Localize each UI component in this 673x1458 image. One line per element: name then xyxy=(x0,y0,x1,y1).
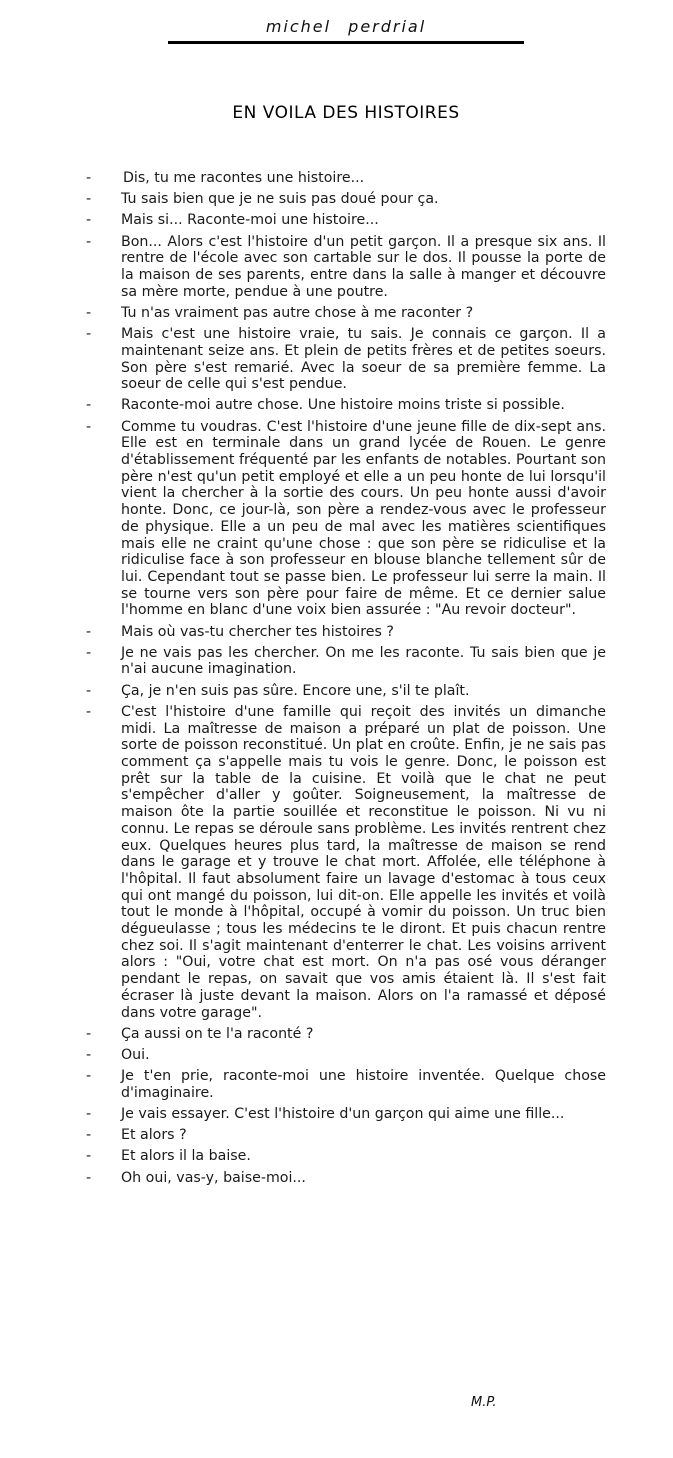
dialogue-line xyxy=(86,1106,606,1123)
dialogue-line xyxy=(86,1026,606,1043)
dialogue-dash: - xyxy=(86,233,92,250)
dialogue-dash: - xyxy=(86,304,92,321)
dialogue-dash: - xyxy=(86,1169,92,1186)
dialogue-line xyxy=(86,419,606,619)
dialogue-line xyxy=(86,683,606,700)
document-title: EN VOILA DES HISTOIRES xyxy=(232,103,460,123)
dialogue-text: Et alors il la baise. xyxy=(121,1148,251,1165)
dialogue-text: Oui. xyxy=(121,1046,150,1063)
dialogue-line xyxy=(86,1148,606,1165)
dialogue-text: Bon... Alors c'est l'histoire d'un petit garçon. Il a presque six ans. Il rentre de l'école avec son cartable sur le dos. Il pousse la porte de la maison de ses parents, entre dans la salle à manger et découvre sa mère morte, pendue à une poutre. xyxy=(121,233,606,300)
dialogue-line xyxy=(86,191,606,208)
dialogue-list xyxy=(86,170,606,1191)
dialogue-text: Comme tu voudras. C'est l'histoire d'une jeune fille de dix-sept ans. Elle est en terminale dans un grand lycée de Rouen. Le genre d'établissement fréquenté par les enfants de notables. Pourtant son père n'est qu'un petit employé et elle a un peu honte de lui lorsqu'il vient la chercher à la sortie des cours. Un peu honte aussi d'avoir honte. Donc, ce jour-là, son père a rendez-vous avec le professeur de physique. Elle a un peu de mal avec les matières scientifiques mais elle ne craint qu'une chose : que son père se ridiculise et la ridiculise face à son professeur en blouse blanche tellement sûr de lui. Cependant tout se passe bien. Le professeur lui serre la main. Il se tourne vers son père pour faire de même. Et ce dernier salue l'homme en blanc d'une voix bien assurée : "Au revoir docteur". xyxy=(121,418,606,619)
dialogue-dash: - xyxy=(86,644,92,661)
dialogue-dash: - xyxy=(86,418,92,435)
dialogue-text: Ça aussi on te l'a raconté ? xyxy=(121,1025,314,1042)
dialogue-text: Tu n'as vraiment pas autre chose à me raconter ? xyxy=(121,304,474,321)
dialogue-text: Oh oui, vas-y, baise-moi... xyxy=(121,1169,306,1186)
dialogue-line xyxy=(86,234,606,301)
author-name: michel perdrial xyxy=(265,17,427,36)
dialogue-dash: - xyxy=(86,703,92,720)
header-rule xyxy=(168,41,524,44)
signature: M.P. xyxy=(471,1395,497,1410)
dialogue-line xyxy=(86,704,606,1021)
dialogue-text: Mais si... Raconte-moi une histoire... xyxy=(121,212,379,229)
dialogue-text: Mais où vas-tu chercher tes histoires ? xyxy=(121,623,394,640)
dialogue-dash: - xyxy=(86,1106,92,1123)
dialogue-line xyxy=(86,624,606,641)
dialogue-line xyxy=(86,326,606,393)
dialogue-dash: - xyxy=(86,1068,92,1085)
dialogue-text: Je vais essayer. C'est l'histoire d'un garçon qui aime une fille... xyxy=(121,1106,565,1123)
dialogue-text: Raconte-moi autre chose. Une histoire moins triste si possible. xyxy=(121,397,565,414)
dialogue-dash: - xyxy=(86,1127,92,1144)
dialogue-text: C'est l'histoire d'une famille qui reçoit des invités un dimanche midi. La maîtresse de maison a préparé un plat de poisson. Une sorte de poisson reconstitué. Un plat en croûte. Enfin, je ne sais pas comment ça s'appelle mais tu vois le genre. Donc, le poisson est prêt sur la table de la cuisine. Et voilà que le chat ne peut s'empêcher d'aller y goûter. Soigneusement, la maîtresse de maison ôte la partie souillée et reconstitue le poisson. Ni vu ni connu. Le repas se déroule sans problème. Les invités rentrent chez eux. Quelques heures plus tard, la maîtresse de maison se rend dans le garage et y trouve le chat mort. Affolée, elle téléphone à l'hôpital. Il faut absolument faire un lavage d'estomac à tous ceux qui ont mangé du poisson, lui dit-on. Elle appelle les invités et voilà tout le monde à l'hôpital, occupé à vomir du poisson. Un truc bien dégueulasse ; tous les médecins te le diront. Et puis chacun rentre chez soi. Il s'agit maintenant d'enterrer le chat. Les voisins arrivent alors : "Oui, votre chat est mort. On n'a pas osé vous déranger pendant le repas, on savait que vos amis étaient là. Il s'est fait écraser là juste devant la maison. Alors on l'a ramassé et déposé dans votre garage". xyxy=(121,703,606,1021)
dialogue-dash: - xyxy=(86,326,92,343)
dialogue-dash: - xyxy=(86,1025,92,1042)
dialogue-line xyxy=(86,212,606,229)
dialogue-text: Dis, tu me racontes une histoire... xyxy=(123,170,365,186)
dialogue-line xyxy=(86,1047,606,1064)
dialogue-dash: - xyxy=(86,1148,92,1165)
dialogue-text: Je ne vais pas les chercher. On me les raconte. Tu sais bien que je n'ai aucune imagination. xyxy=(121,644,606,678)
dialogue-dash: - xyxy=(86,212,92,229)
dialogue-dash: - xyxy=(86,1046,92,1063)
dialogue-line xyxy=(86,170,606,187)
dialogue-text: Mais c'est une histoire vraie, tu sais. Je connais ce garçon. Il a maintenant seize ans. Et plein de petits frères et de petites soeurs. Son père s'est remarié. Avec la soeur de sa première femme. La soeur de celle qui s'est pendue. xyxy=(121,326,606,393)
dialogue-text: Tu sais bien que je ne suis pas doué pour ça. xyxy=(121,191,439,208)
dialogue-line xyxy=(86,1068,606,1101)
dialogue-line xyxy=(86,1170,606,1187)
dialogue-text: Ça, je n'en suis pas sûre. Encore une, s'il te plaît. xyxy=(121,682,470,699)
dialogue-dash: - xyxy=(86,170,92,186)
dialogue-dash: - xyxy=(86,682,92,699)
dialogue-dash: - xyxy=(86,191,92,208)
dialogue-text: Et alors ? xyxy=(121,1127,187,1144)
dialogue-line xyxy=(86,645,606,678)
dialogue-line xyxy=(86,1127,606,1144)
dialogue-dash: - xyxy=(86,397,92,414)
dialogue-text: Je t'en prie, raconte-moi une histoire inventée. Quelque chose d'imaginaire. xyxy=(121,1068,606,1101)
dialogue-dash: - xyxy=(86,623,92,640)
dialogue-line xyxy=(86,397,606,414)
dialogue-line xyxy=(86,305,606,322)
